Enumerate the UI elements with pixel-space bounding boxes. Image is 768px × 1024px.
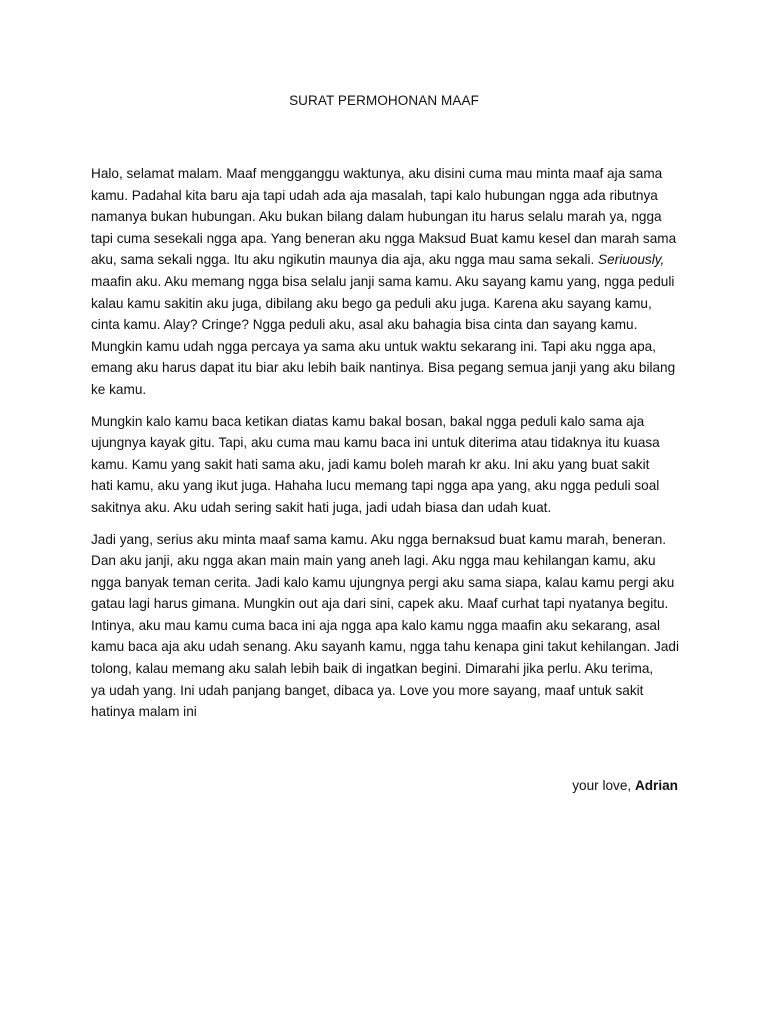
text-line: ya udah yang. Ini udah panjang banget, dibaca ya. Love you more sayang, maaf untuk sakit	[91, 682, 644, 698]
text-line: maafin aku. Aku memang ngga bisa selalu janji sama kamu. Aku sayang kamu yang, ngga peduli	[91, 273, 675, 289]
letter-body	[91, 163, 691, 733]
text-line: Jadi yang, serius aku minta maaf sama kamu. Aku ngga bernaksud buat kamu marah, beneran.	[91, 531, 667, 547]
paragraph-2	[91, 411, 691, 519]
text-line: Mungkin kamu udah ngga percaya ya sama aku untuk waktu sekarang ini. Tapi aku ngga apa,	[91, 338, 657, 354]
text-line: Mungkin kalo kamu baca ketikan diatas kamu bakal bosan, bakal ngga peduli kalo sama aja	[91, 413, 645, 429]
text-line: gatau lagi harus gimana. Mungkin out aja dari sini, capek aku. Maaf curhat tapi nyatanya begitu.	[91, 596, 669, 612]
text-line: ngga banyak teman cerita. Jadi kalo kamu ujungnya pergi aku sama siapa, kalau kamu pergi aku	[91, 574, 675, 590]
text-line: kamu baca aja aku udah senang. Aku sayanh kamu, ngga tahu kenapa gini takut kehilangan. Jadi	[91, 639, 679, 655]
text-line: tolong, kalau memang aku salah lebih baik di ingatkan begini. Dimarahi jika perlu. Aku terima,	[91, 661, 654, 677]
text-line: tapi cuma sesekali ngga apa. Yang beneran aku ngga Maksud Buat kamu kesel dan marah sama	[91, 230, 677, 246]
signature-name: Adrian	[634, 778, 678, 793]
text-line: Halo, selamat malam. Maaf mengganggu waktunya, aku disini cuma mau minta maaf aja sama	[91, 166, 663, 181]
text-line-segment: aku, sama sekali ngga. Itu aku ngikutin maunya dia aja, aku ngga mau sama sekali.	[91, 252, 595, 268]
paragraph-1	[91, 163, 691, 401]
text-line: kamu. Kamu yang sakit hati sama aku, jadi kamu boleh marah kr aku. Ini aku yang buat sakit	[91, 456, 650, 472]
text-line: hatinya malam ini	[91, 704, 197, 720]
signature-prefix: your love,	[572, 778, 632, 793]
text-line: Intinya, aku mau kamu cuma baca ini aja ngga apa kalo kamu ngga maafin aku sekarang, asal	[91, 617, 661, 633]
text-line: kalau kamu sakitin aku juga, dibilang aku bego ga peduli aku juga. Karena aku sayang kamu,	[91, 295, 652, 311]
text-line: Dan aku janji, aku ngga akan main main yang aneh lagi. Aku ngga mau kehilangan kamu, aku	[91, 553, 656, 569]
text-line: emang aku harus dapat itu biar aku lebih baik nantinya. Bisa pegang semua janji yang aku bilang	[91, 360, 676, 376]
letter-title: SURAT PERMOHONAN MAAF	[289, 93, 479, 108]
text-line: ke kamu.	[91, 381, 147, 397]
text-line: hati kamu, aku yang ikut juga. Hahaha lucu memang tapi ngga apa yang, aku ngga peduli soal	[91, 478, 660, 494]
text-line: namanya bukan hubungan. Aku bukan bilang dalam hubungan itu harus selalu marah ya, ngga	[91, 209, 662, 225]
italic-word: Seriuously,	[598, 252, 665, 268]
text-line: cinta kamu. Alay? Cringe? Ngga peduli aku, asal aku bahagia bisa cinta dan sayang kamu.	[91, 317, 638, 333]
text-line: sakitnya aku. Aku udah sering sakit hati juga, jadi udah biasa dan udah kuat.	[91, 499, 552, 515]
text-line	[91, 249, 691, 271]
text-line: kamu. Padahal kita baru aja tapi udah ada aja masalah, tapi kalo hubungan ngga ada ributnya	[91, 187, 658, 203]
text-line: ujungnya kayak gitu. Tapi, aku cuma mau kamu baca ini untuk diterima atau tidaknya itu kuasa	[91, 435, 660, 451]
signature	[572, 778, 678, 793]
paragraph-3	[91, 529, 691, 723]
